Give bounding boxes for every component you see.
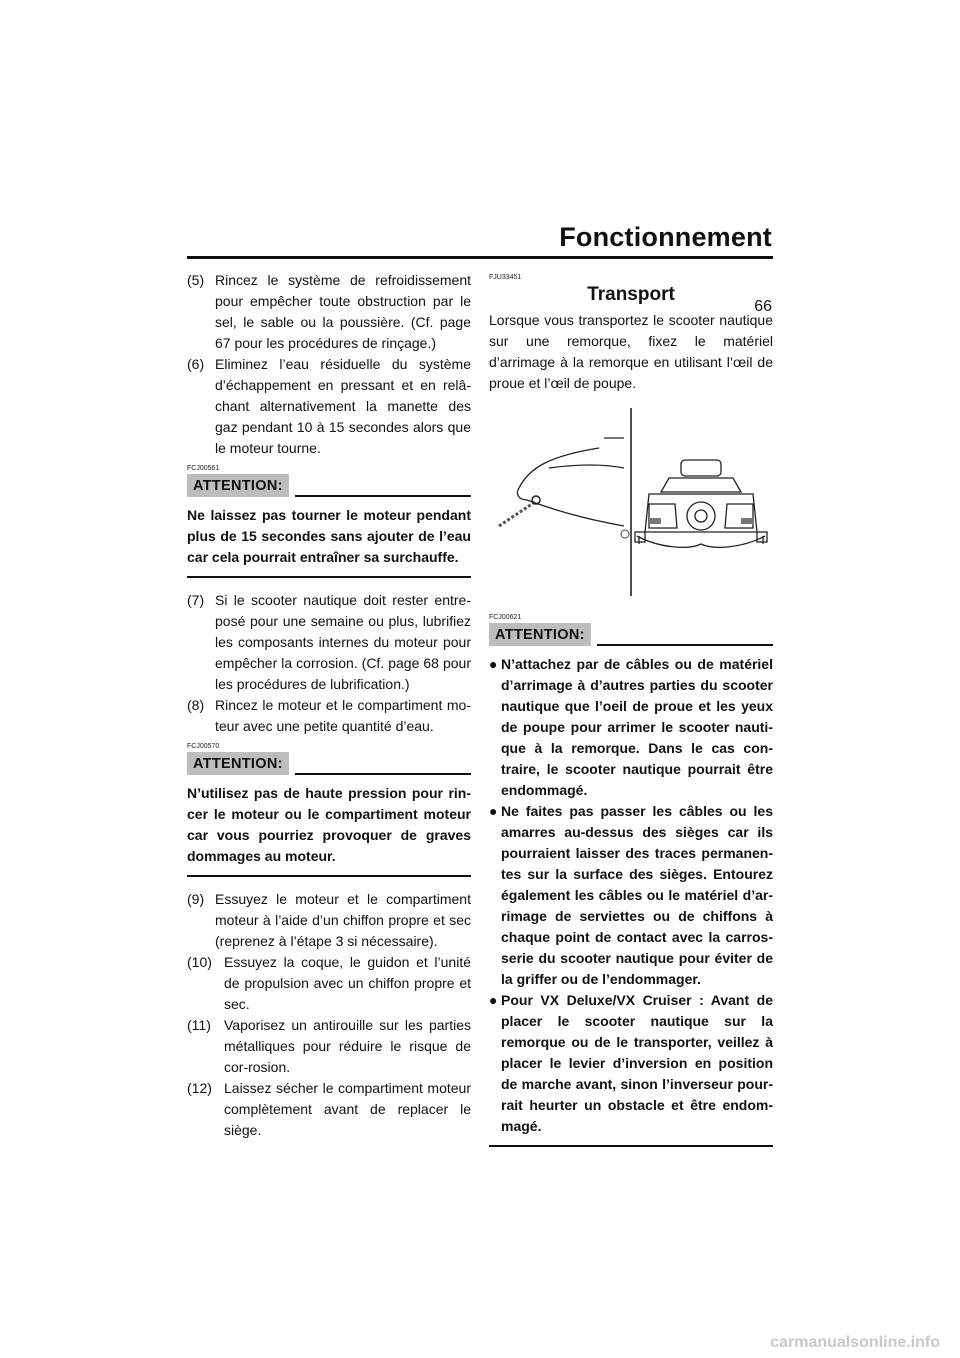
bullet-text: Ne faites pas passer les câbles ou les amarres au-dessus des sièges car ils pourraient laisser des traces permanen-tes sur la surface des sièges. Entourez également les câbles ou le matériel d’ar-rimage de serviettes ou de chiffons à chaque point de contact avec la carros-serie du scooter nautique pour éviter de la griffer ou de l’endommager.	[501, 803, 773, 987]
attention-label: ATTENTION:	[187, 474, 289, 497]
step-number: (6)	[187, 356, 205, 372]
step-9	[187, 889, 471, 952]
bullet-icon: ●	[489, 803, 498, 819]
attention-text: Ne laissez pas tourner le moteur pendant plus de 15 secondes sans ajouter de l’eau car cela pourrait entraîner sa surchauffe.	[187, 507, 471, 565]
attention-header	[489, 623, 773, 646]
step-text: Essuyez la coque, le guidon et l’unité de propulsion avec un chiffon propre et sec.	[224, 954, 471, 1012]
attention-block-2	[187, 743, 471, 877]
attention-label: ATTENTION:	[187, 752, 289, 775]
attention-header	[187, 752, 471, 775]
step-text: Essuyez le moteur et le compartiment moteur à l’aide d’un chiffon propre et sec (reprenez à l’étape 3 si nécessaire).	[215, 891, 471, 949]
step-text: Eliminez l’eau résiduelle du système d’échappement en pressant et en relâ-chant alternativement la manette des gaz pendant 10 à 15 secondes alors que le moteur tourne.	[215, 356, 471, 456]
trailer-tie-down-illustration	[489, 408, 773, 596]
attention-code: FCJ00570	[187, 743, 220, 750]
step-11	[187, 1015, 471, 1078]
attention-rule	[295, 773, 471, 775]
attention-bullet	[489, 990, 773, 1137]
attention-bullet	[489, 801, 773, 990]
bullet-icon: ●	[489, 656, 498, 672]
step-number: (5)	[187, 272, 205, 288]
step-8	[187, 695, 471, 737]
step-7	[187, 590, 471, 695]
step-number: (8)	[187, 697, 205, 713]
header-rule	[187, 256, 773, 259]
attention-label: ATTENTION:	[489, 623, 591, 646]
step-number: (10)	[187, 954, 212, 970]
section-code: FJU33451	[489, 274, 522, 281]
attention-header	[187, 474, 471, 497]
step-number: (7)	[187, 592, 205, 608]
attention-text: N’utilisez pas de haute pression pour rin-cer le moteur ou le compartiment moteur car vous pourriez provoquer de graves dommages au moteur.	[187, 785, 471, 864]
step-number: (11)	[187, 1017, 211, 1033]
attention-end-rule	[187, 576, 471, 578]
page-number: 66	[754, 298, 772, 315]
footer-watermark: carmanualsonline.info	[770, 1334, 940, 1351]
step-text: Laissez sécher le compartiment moteur complètement avant de replacer le siège.	[224, 1080, 471, 1138]
attention-code: FCJ00561	[187, 465, 220, 472]
step-5	[187, 270, 471, 354]
right-column	[489, 270, 773, 1159]
bullet-text: N’attachez par de câbles ou de matériel d’arrimage à d’autres parties du scooter nautique que l’oeil de proue et les yeux de poupe pour arrimer le scooter nauti-que à la remorque. Dans le cas con-traire, le scooter nautique pourrait être endommagé.	[501, 656, 773, 798]
attention-rule	[295, 495, 471, 497]
section-title: Transport	[587, 284, 675, 305]
step-6	[187, 354, 471, 459]
page-header-title: Fonctionnement	[559, 222, 772, 252]
attention-bullet	[489, 654, 773, 801]
attention-block-3	[489, 614, 773, 1147]
attention-rule	[597, 644, 773, 646]
bullet-icon: ●	[489, 992, 498, 1008]
step-text: Rincez le moteur et le compartiment mo-teur avec une petite quantité d’eau.	[215, 697, 471, 734]
attention-end-rule	[489, 1145, 773, 1147]
step-number: (12)	[187, 1080, 212, 1096]
attention-end-rule	[187, 875, 471, 877]
step-text: Vaporisez un antirouille sur les parties métalliques pour réduire le risque de cor-rosion.	[224, 1017, 471, 1075]
step-12	[187, 1078, 471, 1141]
step-text: Si le scooter nautique doit rester entre-posé pour une semaine ou plus, lubrifiez les composants internes du moteur pour empêcher la corrosion. (Cf. page 68 pour les procédures de lubrification.)	[215, 592, 471, 692]
left-column	[187, 270, 471, 1141]
step-number: (9)	[187, 891, 205, 907]
bullet-text: Pour VX Deluxe/VX Cruiser : Avant de placer le scooter nautique sur la remorque ou de le transporter, veillez à placer le levier d’inversion en position de marche avant, sinon l’inverseur pour-rait heurter un obstacle et être endom-magé.	[501, 992, 773, 1134]
attention-block-1	[187, 465, 471, 578]
section-intro: Lorsque vous transportez le scooter nautique sur une remorque, fixez le matériel d’arrimage à la remorque en utilisant l’œil de proue et l’œil de poupe.	[489, 312, 773, 391]
attention-code: FCJ00621	[489, 614, 522, 621]
step-10	[187, 952, 471, 1015]
step-text: Rincez le système de refroidissement pour empêcher toute obstruction par le sel, le sable ou la poussière. (Cf. page 67 pour les procédures de rinçage.)	[215, 272, 471, 351]
